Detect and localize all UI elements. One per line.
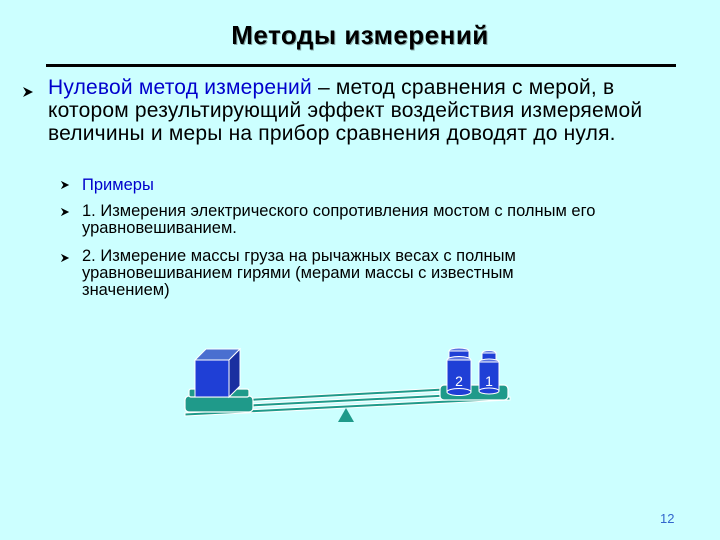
weight-2-label: 2 — [455, 373, 463, 389]
weight-1-label: 1 — [485, 373, 493, 389]
sub-item-examples: Примеры — [82, 176, 154, 194]
slide-title: Методы измерений — [231, 20, 489, 50]
page-number: 12 — [660, 511, 675, 526]
sub-item-scales: 2. Измерение массы груза на рычажных весах с полным уравновешиванием гирями (мерами массы с известным значением) — [82, 247, 516, 299]
fulcrum — [338, 408, 354, 422]
cargo-cube — [195, 349, 240, 397]
sub-item-bridge: 1. Измерения электрического сопротивления мостом с полным его уравновешиванием. — [82, 202, 596, 237]
method-name: Нулевой метод измерений — [48, 76, 312, 99]
method-definition: – метод сравнения с мерой, в котором результирующий эффект воздействия измеряемой величины и меры на прибор сравнения доводят до нуля. — [48, 76, 643, 145]
